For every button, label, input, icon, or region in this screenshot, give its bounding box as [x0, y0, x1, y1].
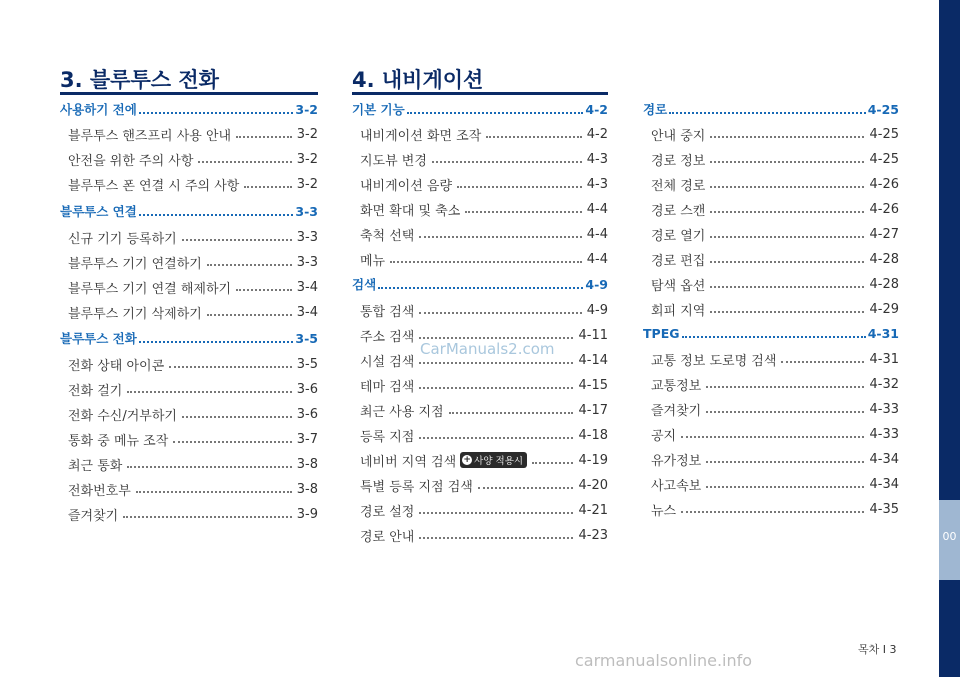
item-label: 유가정보 [651, 453, 702, 469]
leader-dots [681, 511, 864, 513]
item-label: 안전을 위한 주의 사항 [68, 153, 194, 169]
leader-dots [465, 211, 581, 213]
toc-item[interactable] [651, 348, 899, 370]
page-footer: 목차 I 3 [858, 643, 897, 656]
leader-dots [710, 286, 864, 288]
leader-dots [432, 161, 582, 163]
leader-dots [706, 461, 864, 463]
item-page: 3-3 [296, 229, 318, 245]
item-page: 4-14 [578, 352, 608, 368]
item-page: 4-27 [869, 226, 899, 242]
item-label: 전화번호부 [68, 483, 131, 499]
item-page: 4-4 [586, 201, 608, 217]
section-title: 검색 [352, 277, 377, 292]
item-page: 3-6 [296, 406, 318, 422]
section-page: 4-2 [585, 101, 608, 117]
leader-dots [139, 112, 294, 114]
item-label: 교통정보 [651, 378, 702, 394]
item-page: 3-4 [296, 304, 318, 320]
item-page: 4-4 [586, 226, 608, 242]
chapter-tab-label: 00 [942, 530, 957, 543]
leader-dots [457, 186, 582, 188]
item-page: 4-32 [869, 376, 899, 392]
toc-item[interactable] [360, 299, 608, 321]
item-page: 4-9 [586, 302, 608, 318]
item-page: 4-20 [578, 477, 608, 493]
toc-item[interactable] [651, 448, 899, 470]
item-label: 경로 설정 [360, 504, 415, 520]
toc-item[interactable] [651, 298, 899, 320]
item-page: 3-2 [296, 151, 318, 167]
item-page: 4-33 [869, 426, 899, 442]
chapter-sidebar [939, 0, 960, 677]
toc-item[interactable] [68, 276, 318, 298]
item-page: 3-5 [296, 356, 318, 372]
leader-dots [486, 136, 581, 138]
leader-dots [532, 462, 573, 464]
item-label: 사고속보 [651, 478, 702, 494]
item-page: 4-28 [869, 251, 899, 267]
leader-dots [136, 491, 292, 493]
leader-dots [419, 337, 573, 339]
heading-rule [60, 92, 318, 95]
item-page: 4-31 [869, 351, 899, 367]
item-label: 경로 열기 [651, 228, 706, 244]
item-label: 경로 스캔 [651, 203, 706, 219]
leader-dots [182, 239, 292, 241]
leader-dots [244, 186, 291, 188]
toc-item[interactable] [68, 403, 318, 425]
section-title: 기본 기능 [352, 102, 405, 117]
toc-item[interactable] [68, 428, 318, 450]
toc-section[interactable] [352, 98, 608, 120]
toc-item[interactable] [651, 173, 899, 195]
leader-dots [710, 186, 864, 188]
item-page: 4-3 [586, 151, 608, 167]
item-label: 등록 지점 [360, 429, 415, 445]
item-label: 화면 확대 및 축소 [360, 203, 461, 219]
toc-section[interactable] [60, 98, 318, 120]
leader-dots [390, 261, 582, 263]
item-page: 4-25 [869, 151, 899, 167]
item-label: 내비게이션 음량 [360, 178, 453, 194]
item-page: 4-2 [586, 126, 608, 142]
leader-dots [419, 362, 573, 364]
leader-dots [169, 366, 292, 368]
item-label: 교통 정보 도로명 검색 [651, 353, 777, 369]
item-label: 축척 선택 [360, 228, 415, 244]
leader-dots [681, 436, 864, 438]
section-title: 사용하기 전에 [60, 102, 137, 117]
item-label: 내비게이션 화면 조작 [360, 128, 482, 144]
item-page: 4-25 [869, 126, 899, 142]
leader-dots [123, 516, 292, 518]
plus-icon: + [463, 455, 471, 465]
toc-item[interactable] [360, 173, 608, 195]
item-page: 4-26 [869, 176, 899, 192]
item-label: 전화 상태 아이콘 [68, 358, 165, 374]
item-page: 4-35 [869, 501, 899, 517]
item-page: 3-4 [296, 279, 318, 295]
toc-item[interactable] [68, 378, 318, 400]
item-label: 경로 정보 [651, 153, 706, 169]
item-page: 3-8 [296, 481, 318, 497]
watermark-center: CarManuals2.com [420, 340, 555, 358]
leader-dots [710, 211, 864, 213]
item-label: 시설 검색 [360, 354, 415, 370]
toc-item[interactable] [68, 478, 318, 500]
leader-dots [407, 112, 584, 114]
item-label: 탐색 옵션 [651, 278, 706, 294]
toc-item[interactable] [651, 423, 899, 445]
item-page: 3-6 [296, 381, 318, 397]
item-label: 블루투스 기기 삭제하기 [68, 306, 202, 322]
leader-dots [710, 236, 864, 238]
section-title: 경로 [643, 102, 668, 117]
leader-dots [419, 512, 573, 514]
leader-dots [236, 289, 292, 291]
item-label: 뉴스 [651, 503, 677, 519]
item-label: 주소 검색 [360, 329, 415, 345]
leader-dots [207, 314, 292, 316]
toc-item[interactable] [651, 148, 899, 170]
leader-dots [419, 312, 581, 314]
item-page: 3-2 [296, 126, 318, 142]
item-page: 4-19 [578, 452, 608, 468]
badge-label: 사양 적용시 [474, 456, 524, 467]
leader-dots [419, 236, 581, 238]
leader-dots [706, 411, 864, 413]
item-page: 3-3 [296, 254, 318, 270]
item-page: 4-26 [869, 201, 899, 217]
leader-dots [669, 112, 866, 114]
item-page: 4-15 [578, 377, 608, 393]
item-label: 전화 걸기 [68, 383, 123, 399]
section-page: 4-25 [867, 101, 899, 117]
item-page: 3-9 [296, 506, 318, 522]
toc-item[interactable] [68, 123, 318, 145]
item-page: 4-18 [578, 427, 608, 443]
toc-item[interactable] [360, 449, 608, 471]
item-page: 4-28 [869, 276, 899, 292]
leader-dots [139, 341, 294, 343]
item-label: 신규 기기 등록하기 [68, 231, 177, 247]
item-page: 4-21 [578, 502, 608, 518]
item-label: 회피 지역 [651, 303, 706, 319]
item-label: 즐겨찾기 [651, 403, 702, 419]
item-label: 즐겨찾기 [68, 508, 119, 524]
item-label: 통화 중 메뉴 조작 [68, 433, 169, 449]
section-title: 블루투스 연결 [60, 204, 137, 219]
heading-rule [352, 92, 608, 95]
item-label: 지도뷰 변경 [360, 153, 427, 169]
toc-item[interactable] [651, 473, 899, 495]
item-page: 4-17 [578, 402, 608, 418]
toc-item[interactable] [651, 123, 899, 145]
item-label: 블루투스 핸즈프리 사용 안내 [68, 128, 232, 144]
item-label: 블루투스 폰 연결 시 주의 사항 [68, 178, 240, 194]
section-page: 3-2 [295, 101, 318, 117]
item-page: 4-29 [869, 301, 899, 317]
item-page: 4-23 [578, 527, 608, 543]
section-page: 4-31 [867, 325, 899, 341]
leader-dots [419, 437, 573, 439]
item-label: 경로 안내 [360, 529, 415, 545]
item-label: 안내 중지 [651, 128, 706, 144]
item-page: 4-34 [869, 451, 899, 467]
toc-section[interactable] [352, 273, 608, 295]
section-page: 4-9 [585, 276, 608, 292]
leader-dots [173, 441, 291, 443]
leader-dots [710, 136, 864, 138]
chapter-heading: 3. 블루투스 전화 [60, 68, 219, 92]
leader-dots [781, 361, 864, 363]
chapter-heading: 4. 내비게이션 [352, 68, 484, 92]
toc-item[interactable] [360, 123, 608, 145]
toc-item[interactable] [68, 173, 318, 195]
toc-item[interactable] [360, 424, 608, 446]
leader-dots [710, 311, 864, 313]
item-label: 경로 편집 [651, 253, 706, 269]
toc-item[interactable] [651, 498, 899, 520]
section-title: 블루투스 전화 [60, 331, 137, 346]
item-label: 전화 수신/거부하기 [68, 408, 177, 424]
leader-dots [127, 391, 291, 393]
toc-item[interactable] [68, 503, 318, 525]
leader-dots [449, 412, 574, 414]
leader-dots [706, 386, 864, 388]
item-label: 블루투스 기기 연결 해제하기 [68, 281, 232, 297]
toc-section[interactable] [643, 322, 899, 344]
toc-item[interactable] [360, 248, 608, 270]
section-page: 3-5 [295, 330, 318, 346]
toc-item[interactable] [360, 374, 608, 396]
item-label: 메뉴 [360, 253, 386, 269]
item-label: 전체 경로 [651, 178, 706, 194]
toc-item[interactable] [68, 226, 318, 248]
toc-item[interactable] [651, 273, 899, 295]
toc-item[interactable] [651, 198, 899, 220]
item-page: 4-11 [578, 327, 608, 343]
leader-dots [182, 416, 292, 418]
toc-section[interactable] [60, 327, 318, 349]
leader-dots [682, 336, 866, 338]
leader-dots [139, 214, 294, 216]
section-title: TPEG [643, 325, 680, 341]
item-label: 최근 통화 [68, 458, 123, 474]
toc-section[interactable] [643, 98, 899, 120]
item-page: 3-7 [296, 431, 318, 447]
leader-dots [236, 136, 292, 138]
item-label: 네비버 지역 검색 [360, 454, 457, 470]
toc-item[interactable] [360, 399, 608, 421]
item-label: 통합 검색 [360, 304, 415, 320]
item-page: 3-2 [296, 176, 318, 192]
toc-item[interactable] [360, 198, 608, 220]
toc-item[interactable] [68, 353, 318, 375]
leader-dots [127, 466, 291, 468]
item-label: 공지 [651, 428, 677, 444]
section-page: 3-3 [295, 203, 318, 219]
leader-dots [478, 487, 574, 489]
toc-item[interactable] [360, 499, 608, 521]
toc-item[interactable] [360, 474, 608, 496]
toc-item[interactable] [651, 223, 899, 245]
toc-item[interactable] [68, 148, 318, 170]
item-label: 특별 등록 지점 검색 [360, 479, 473, 495]
item-page: 4-3 [586, 176, 608, 192]
leader-dots [706, 486, 864, 488]
option-badge [460, 452, 527, 468]
leader-dots [710, 261, 864, 263]
item-page: 4-34 [869, 476, 899, 492]
leader-dots [419, 537, 573, 539]
toc-item[interactable] [360, 223, 608, 245]
toc-section[interactable] [60, 200, 318, 222]
item-page: 4-4 [586, 251, 608, 267]
leader-dots [710, 161, 864, 163]
toc-item[interactable] [651, 248, 899, 270]
leader-dots [198, 161, 291, 163]
item-page: 4-33 [869, 401, 899, 417]
item-page: 3-8 [296, 456, 318, 472]
toc-item[interactable] [651, 373, 899, 395]
toc-item[interactable] [68, 301, 318, 323]
item-label: 블루투스 기기 연결하기 [68, 256, 202, 272]
leader-dots [419, 387, 573, 389]
toc-item[interactable] [360, 148, 608, 170]
toc-item[interactable] [651, 398, 899, 420]
leader-dots [378, 287, 583, 289]
leader-dots [207, 264, 292, 266]
toc-item[interactable] [68, 453, 318, 475]
item-label: 최근 사용 지점 [360, 404, 444, 420]
toc-item[interactable] [360, 524, 608, 546]
item-label: 테마 검색 [360, 379, 415, 395]
watermark-bottom: carmanualsonline.info [575, 651, 753, 670]
toc-item[interactable] [68, 251, 318, 273]
